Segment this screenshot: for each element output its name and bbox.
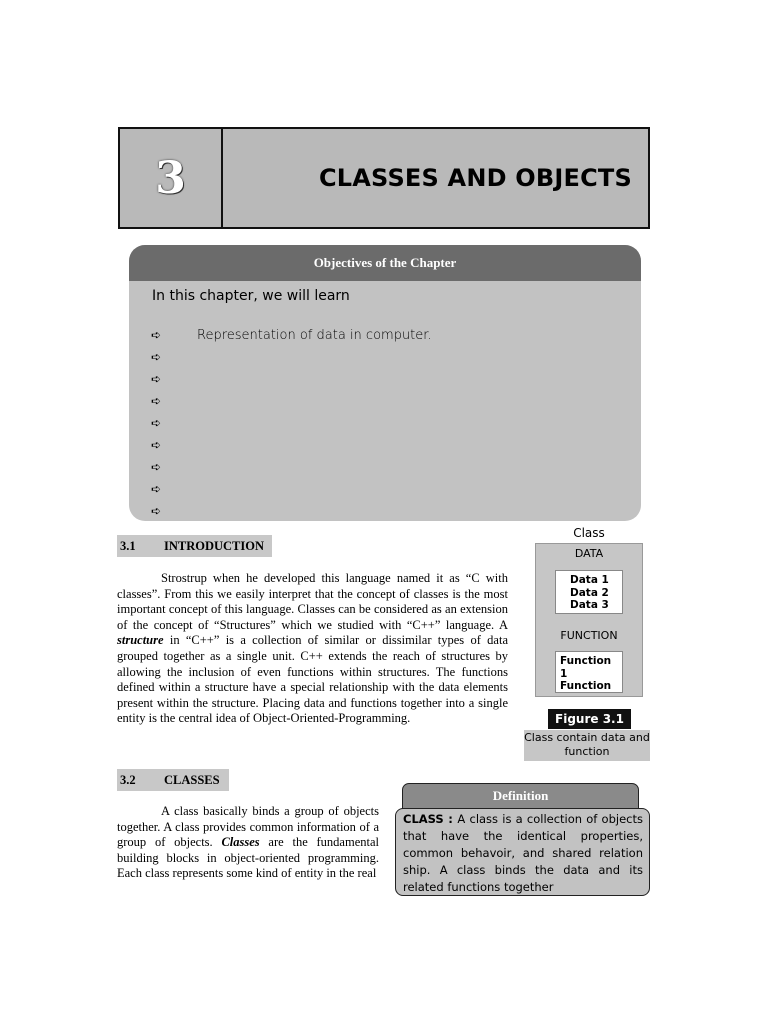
definition-heading: Definition bbox=[402, 783, 639, 809]
arrow-right-icon: ➪ bbox=[151, 394, 162, 408]
data-item: Data 1 bbox=[570, 574, 609, 586]
arrow-right-icon: ➪ bbox=[151, 416, 162, 430]
data-items-box bbox=[555, 570, 623, 614]
list-item bbox=[151, 434, 432, 456]
section-heading-classes bbox=[117, 769, 229, 791]
list-item bbox=[151, 500, 432, 521]
function-label: FUNCTION bbox=[560, 629, 618, 642]
objectives-box bbox=[129, 245, 641, 521]
definition-box bbox=[395, 808, 650, 896]
classes-paragraph bbox=[117, 804, 379, 882]
arrow-right-icon: ➪ bbox=[151, 438, 162, 452]
paragraph-text: in “C++” is a collection of similar or dissimilar types of data grouped together as a single unit. C++ extends the reach of structures by allowing the inclusion of even functions within structures. The functions defined within a structure have a special relationship with the data elements present within the structure. Placing data and functions together into a single entity is the central idea of Object-Oriented-Programming. bbox=[117, 633, 508, 726]
list-item bbox=[151, 324, 432, 346]
data-item: Data 2 bbox=[570, 586, 609, 599]
definition-term: CLASS : bbox=[403, 812, 458, 826]
arrow-right-icon: ➪ bbox=[151, 482, 162, 496]
section-number: 3.1 bbox=[120, 538, 136, 553]
list-item bbox=[151, 412, 432, 434]
paragraph-text: A class basically binds a group of objects together. A class provides common information of a group of objects. bbox=[117, 804, 379, 850]
list-item bbox=[151, 478, 432, 500]
arrow-right-icon: ➪ bbox=[151, 328, 162, 342]
chapter-title: CLASSES AND OBJECTS bbox=[318, 164, 632, 192]
list-item bbox=[151, 390, 432, 412]
function-item: Function bbox=[560, 680, 612, 692]
definition-text: A class is a collection of objects that have the identical properties, common behavoir, and shared relation ship. A class binds the data and its related functions together bbox=[403, 812, 643, 894]
figure-title: Class bbox=[573, 526, 605, 540]
figure-description: Class contain data and function bbox=[524, 730, 650, 761]
section-number: 3.2 bbox=[120, 772, 136, 787]
class-figure bbox=[535, 543, 643, 697]
arrow-right-icon: ➪ bbox=[151, 350, 162, 364]
paragraph-text: Strostrup when he developed this language named it as “C with classes”. From this we easily interpret that the concept of classes is the most important concept of this language. Classes can be considered as an extension of the concept of “Structures” which we studied with “C++” language. A bbox=[117, 571, 508, 632]
objectives-list bbox=[151, 324, 432, 521]
data-label: DATA bbox=[574, 547, 604, 560]
section-title: INTRODUCTION bbox=[164, 538, 265, 553]
objective-text: Representation of data in computer. bbox=[197, 327, 432, 343]
section-heading-introduction bbox=[117, 535, 272, 557]
figure-tag: Figure 3.1 bbox=[548, 709, 631, 729]
objectives-intro: In this chapter, we will learn bbox=[152, 288, 350, 304]
arrow-right-icon: ➪ bbox=[151, 460, 162, 474]
list-item bbox=[151, 456, 432, 478]
function-items-box bbox=[555, 651, 623, 693]
data-item: Data 3 bbox=[570, 599, 609, 611]
introduction-paragraph bbox=[117, 571, 508, 727]
objectives-heading: Objectives of the Chapter bbox=[129, 245, 641, 281]
chapter-number: 3 bbox=[118, 127, 223, 229]
list-item bbox=[151, 346, 432, 368]
arrow-right-icon: ➪ bbox=[151, 372, 162, 386]
list-item bbox=[151, 368, 432, 390]
paragraph-text: are the fundamental building blocks in object-oriented programming. Each class represents some kind of entity in the real bbox=[117, 835, 379, 881]
emphasis-text: Classes bbox=[221, 835, 260, 850]
section-title: CLASSES bbox=[164, 772, 220, 787]
emphasis-text: structure bbox=[117, 633, 164, 648]
function-item: Function 1 bbox=[560, 655, 612, 680]
arrow-right-icon: ➪ bbox=[151, 504, 162, 518]
